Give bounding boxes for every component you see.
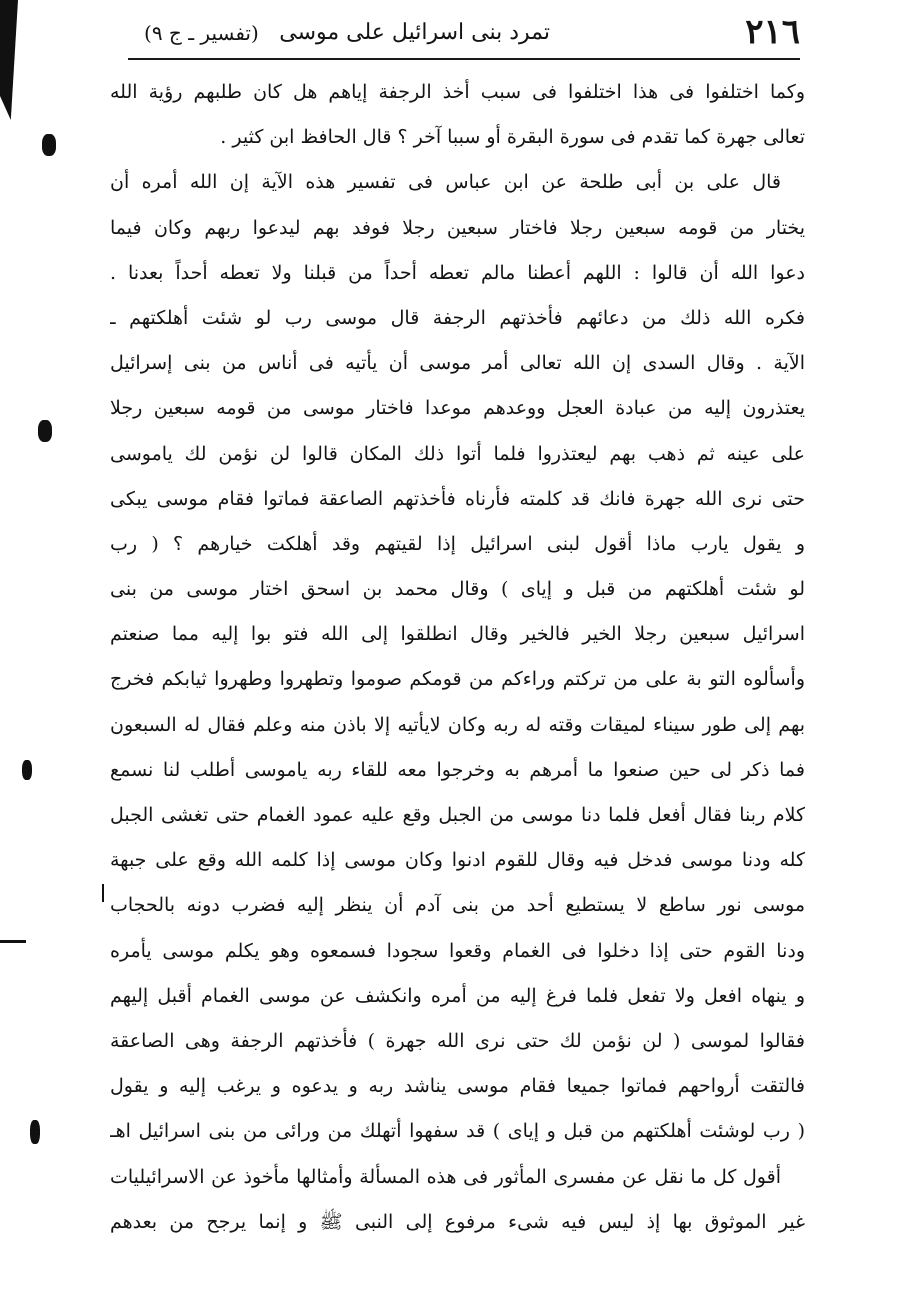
text-line: بهم إلى طور سيناء لميقات وقته له ربه وكان لايأتيه إلا باذن منه وعلم فقال له السبعون: [110, 713, 805, 736]
text-line: كله ودنا موسى فدخل فيه وقال للقوم ادنوا وكان موسى إذا كلمه الله وقع على جبهة: [110, 849, 805, 872]
text-line: الآية . وقال السدى إن الله تعالى أمر موسى أن يأتيه فى أناس من بنى إسرائيل: [110, 352, 805, 375]
text-line: دعوا الله أن قالوا : اللهم أعطنا مالم تعطه أحداً من قبلنا ولا تعطه أحداً بعدنا .: [110, 261, 805, 284]
text-line: ودنا القوم حتى إذا دخلوا فى الغمام وقعوا سجودا فسمعوه وهو يكلم موسى يأمره: [110, 939, 805, 962]
text-line: أقول كل ما نقل عن مفسرى المأثور فى هذه المسألة وأمثالها مأخوذ عن الاسرائيليات: [110, 1165, 781, 1188]
scan-speck: [102, 884, 104, 902]
text-line: و ينهاه افعل ولا تفعل فلما فرغ إليه من أمره وانكشف عن موسى الغمام أقبل إليهم: [110, 984, 805, 1007]
text-line: قال على بن أبى طلحة عن ابن عباس فى تفسير هذه الآية إن الله أمره أن: [110, 171, 781, 194]
section-reference: (تفسير ـ ج ٩): [144, 21, 259, 45]
header-rule: [128, 58, 800, 60]
text-line: فقالوا لموسى ( لن نؤمن لك حتى نرى الله جهرة ) فأخذتهم الرجفة وهى الصاعقة: [110, 1029, 805, 1052]
text-line: فكره الله ذلك من دعائهم فأخذتهم الرجفة قال موسى رب لو شئت أهلكتهم ـ: [110, 306, 805, 329]
text-line: ( رب لوشئت أهلكتهم من قبل و إياى ) قد سفهوا أتهلك من ورائى من بنى اسرائيل اهـ: [110, 1120, 805, 1143]
text-line: فالتقت أرواحهم فماتوا جميعا فقام موسى يناشد ربه و يدعوه و يرغب إليه و يقول: [110, 1075, 805, 1098]
text-line: وأسألوه التو بة على من تركتم وراءكم من قومكم صوموا وتطهروا وطهروا ثيابكم فخرج: [110, 668, 805, 691]
text-line: على عينه ثم ذهب بهم ليعتذروا فلما أتوا ذلك المكان قالوا لن نؤمن لك ياموسى: [110, 442, 805, 465]
text-line: لو شئت أهلكتهم من قبل و إياى ) وقال محمد بن اسحق اختار موسى من بنى: [110, 578, 805, 601]
text-line: موسى نور ساطع لا يستطيع أحد من بنى آدم أن ينظر إليه فضرب دونه بالحجاب: [110, 894, 805, 917]
text-line: و يقول يارب ماذا أقول لبنى اسرائيل إذا لقيتهم وقد أهلكت خيارهم ؟ ( رب: [110, 532, 805, 555]
text-line: كلام ربنا فقال أفعل فلما دنا موسى من الجبل وقع عليه عمود الغمام حتى تغشى الجبل: [110, 804, 805, 826]
scan-speck: [22, 760, 32, 780]
text-line: فما ذكر لى حين صنعوا ما أمرهم به وخرجوا معه للقاء ربه ياموسى أطلب لنا نسمع: [110, 758, 805, 781]
text-line: تعالى جهرة كما تقدم فى سورة البقرة أو سببا آخر ؟ قال الحافظ ابن كثير .: [220, 126, 805, 149]
scan-speck: [0, 940, 26, 943]
running-title: تمرد بنى اسرائيل على موسى: [279, 20, 550, 45]
page-number: ٢١٦: [745, 12, 800, 52]
scan-speck: [42, 134, 56, 156]
text-line: يعتذرون إليه من عبادة العجل ووعدهم موعدا فاختار موسى من قومه سبعين رجلا: [110, 397, 805, 420]
text-line: حتى نرى الله جهرة فانك قد كلمته فأرناه فأخذتهم الصاعقة فماتوا فقام موسى يبكى: [110, 487, 805, 510]
text-line: غير الموثوق بها إذ ليس فيه شىء مرفوع إلى النبى ﷺ و إنما يرجح من بعدهم: [110, 1210, 805, 1233]
page-header: [130, 14, 800, 54]
scan-speck: [38, 420, 52, 442]
scan-speck: [30, 1120, 40, 1144]
text-line: اسرائيل سبعين رجلا الخير فالخير وقال انطلقوا إلى الله فتو بوا إليه مما صنعتم: [110, 623, 805, 646]
body-text: [110, 70, 805, 1245]
scan-edge-shadow: [0, 0, 18, 120]
text-line: وكما اختلفوا فى هذا اختلفوا فى سبب أخذ الرجفة إياهم هل كان طلبهم رؤية الله: [110, 81, 805, 103]
text-line: يختار من قومه سبعين رجلا فاختار سبعين رجلا فوفد بهم ليدعوا ربهم وكان فيما: [110, 216, 805, 239]
